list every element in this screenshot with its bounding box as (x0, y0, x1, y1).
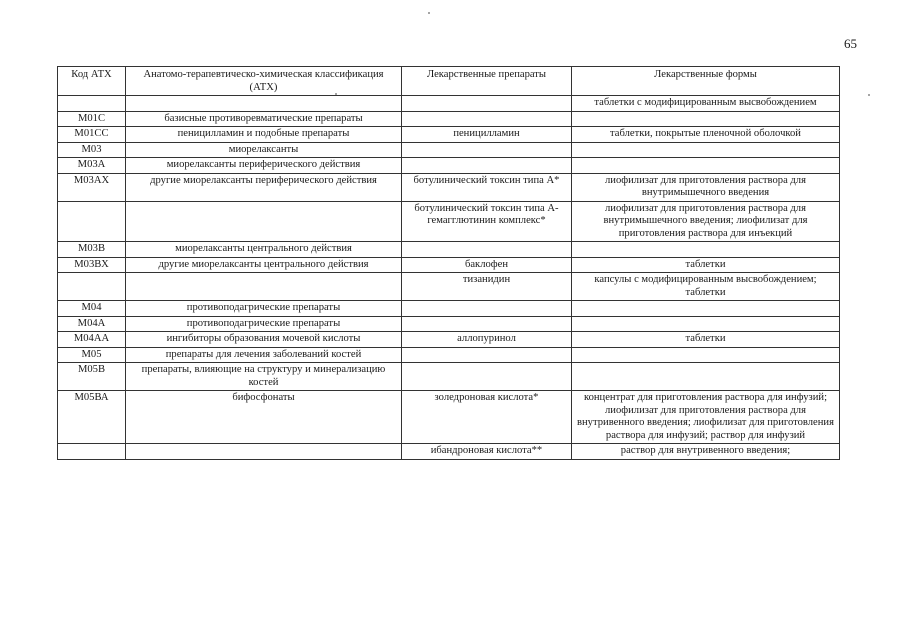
scan-speck (335, 93, 337, 95)
cell-form (572, 158, 840, 174)
cell-form: лиофилизат для приготовления раствора для внутримышечного введения; лиофилизат для приготовления раствора для инъекций (572, 201, 840, 242)
cell-atx: миорелаксанты периферического действия (126, 158, 402, 174)
table-row (58, 347, 840, 363)
table-row (58, 301, 840, 317)
cell-atx: противоподагрические препараты (126, 316, 402, 332)
cell-form (572, 111, 840, 127)
cell-drug (402, 301, 572, 317)
cell-drug (402, 142, 572, 158)
cell-atx: миорелаксанты (126, 142, 402, 158)
cell-code: М05В (58, 363, 126, 391)
cell-drug: аллопуринол (402, 332, 572, 348)
cell-atx (126, 96, 402, 112)
cell-drug (402, 158, 572, 174)
cell-atx: другие миорелаксанты центрального действия (126, 257, 402, 273)
cell-form: таблетки, покрытые пленочной оболочкой (572, 127, 840, 143)
scan-speck (428, 12, 430, 14)
cell-atx: препараты, влияющие на структуру и минерализацию костей (126, 363, 402, 391)
cell-drug (402, 363, 572, 391)
cell-code (58, 273, 126, 301)
cell-code: М05 (58, 347, 126, 363)
cell-form: таблетки с модифицированным высвобождением (572, 96, 840, 112)
table-row (58, 257, 840, 273)
cell-form: таблетки (572, 332, 840, 348)
cell-code (58, 201, 126, 242)
scan-speck (868, 94, 870, 96)
cell-atx: ингибиторы образования мочевой кислоты (126, 332, 402, 348)
header-atx: Анатомо-терапевтическо-химическая классификация (АТХ) (126, 67, 402, 96)
cell-code: М04АА (58, 332, 126, 348)
cell-code: М03ВХ (58, 257, 126, 273)
cell-drug: ботулинический токсин типа А* (402, 173, 572, 201)
cell-code: М03АХ (58, 173, 126, 201)
cell-form: раствор для внутривенного введения; (572, 444, 840, 460)
cell-atx (126, 273, 402, 301)
table-row (58, 111, 840, 127)
cell-atx: другие миорелаксанты периферического действия (126, 173, 402, 201)
cell-drug: баклофен (402, 257, 572, 273)
table-body (58, 96, 840, 460)
cell-form: таблетки (572, 257, 840, 273)
table-row (58, 201, 840, 242)
cell-form (572, 301, 840, 317)
cell-form: капсулы с модифицированным высвобождением; таблетки (572, 273, 840, 301)
cell-atx: препараты для лечения заболеваний костей (126, 347, 402, 363)
header-drugs: Лекарственные препараты (402, 67, 572, 96)
cell-code (58, 96, 126, 112)
table-row (58, 242, 840, 258)
cell-code: М03В (58, 242, 126, 258)
cell-atx: противоподагрические препараты (126, 301, 402, 317)
table-row (58, 363, 840, 391)
table-row (58, 158, 840, 174)
cell-drug: ботулинический токсин типа А-гемагглютинин комплекс* (402, 201, 572, 242)
cell-form (572, 142, 840, 158)
cell-drug (402, 316, 572, 332)
table-row (58, 273, 840, 301)
cell-code: М01С (58, 111, 126, 127)
page-number: 65 (844, 36, 857, 51)
cell-code: М03А (58, 158, 126, 174)
cell-drug (402, 242, 572, 258)
cell-drug: тизанидин (402, 273, 572, 301)
cell-form: лиофилизат для приготовления раствора для внутримышечного введения (572, 173, 840, 201)
cell-atx: базисные противоревматические препараты (126, 111, 402, 127)
cell-code (58, 444, 126, 460)
cell-form (572, 363, 840, 391)
cell-code: М01СС (58, 127, 126, 143)
cell-code: М04 (58, 301, 126, 317)
atx-table (57, 66, 840, 460)
table-row (58, 332, 840, 348)
cell-atx: пеницилламин и подобные препараты (126, 127, 402, 143)
cell-drug (402, 347, 572, 363)
header-code: Код АТХ (58, 67, 126, 96)
cell-code: М03 (58, 142, 126, 158)
table-row (58, 96, 840, 112)
table-row (58, 444, 840, 460)
table-row (58, 142, 840, 158)
table-row (58, 391, 840, 444)
table-row (58, 127, 840, 143)
cell-code: М04А (58, 316, 126, 332)
cell-atx: бифосфонаты (126, 391, 402, 444)
cell-atx: миорелаксанты центрального действия (126, 242, 402, 258)
cell-drug: пеницилламин (402, 127, 572, 143)
cell-drug (402, 96, 572, 112)
cell-form: концентрат для приготовления раствора для инфузий; лиофилизат для приготовления раствора для внутривенного введения; лиофилизат для приготовления раствора для инфузий; раствор для инфузий (572, 391, 840, 444)
header-forms: Лекарственные формы (572, 67, 840, 96)
cell-form (572, 242, 840, 258)
cell-atx (126, 444, 402, 460)
cell-drug: золедроновая кислота* (402, 391, 572, 444)
cell-drug: ибандроновая кислота** (402, 444, 572, 460)
cell-atx (126, 201, 402, 242)
table-header-row (58, 67, 840, 96)
table-row (58, 173, 840, 201)
cell-code: М05ВА (58, 391, 126, 444)
cell-drug (402, 111, 572, 127)
cell-form (572, 347, 840, 363)
cell-form (572, 316, 840, 332)
table-row (58, 316, 840, 332)
